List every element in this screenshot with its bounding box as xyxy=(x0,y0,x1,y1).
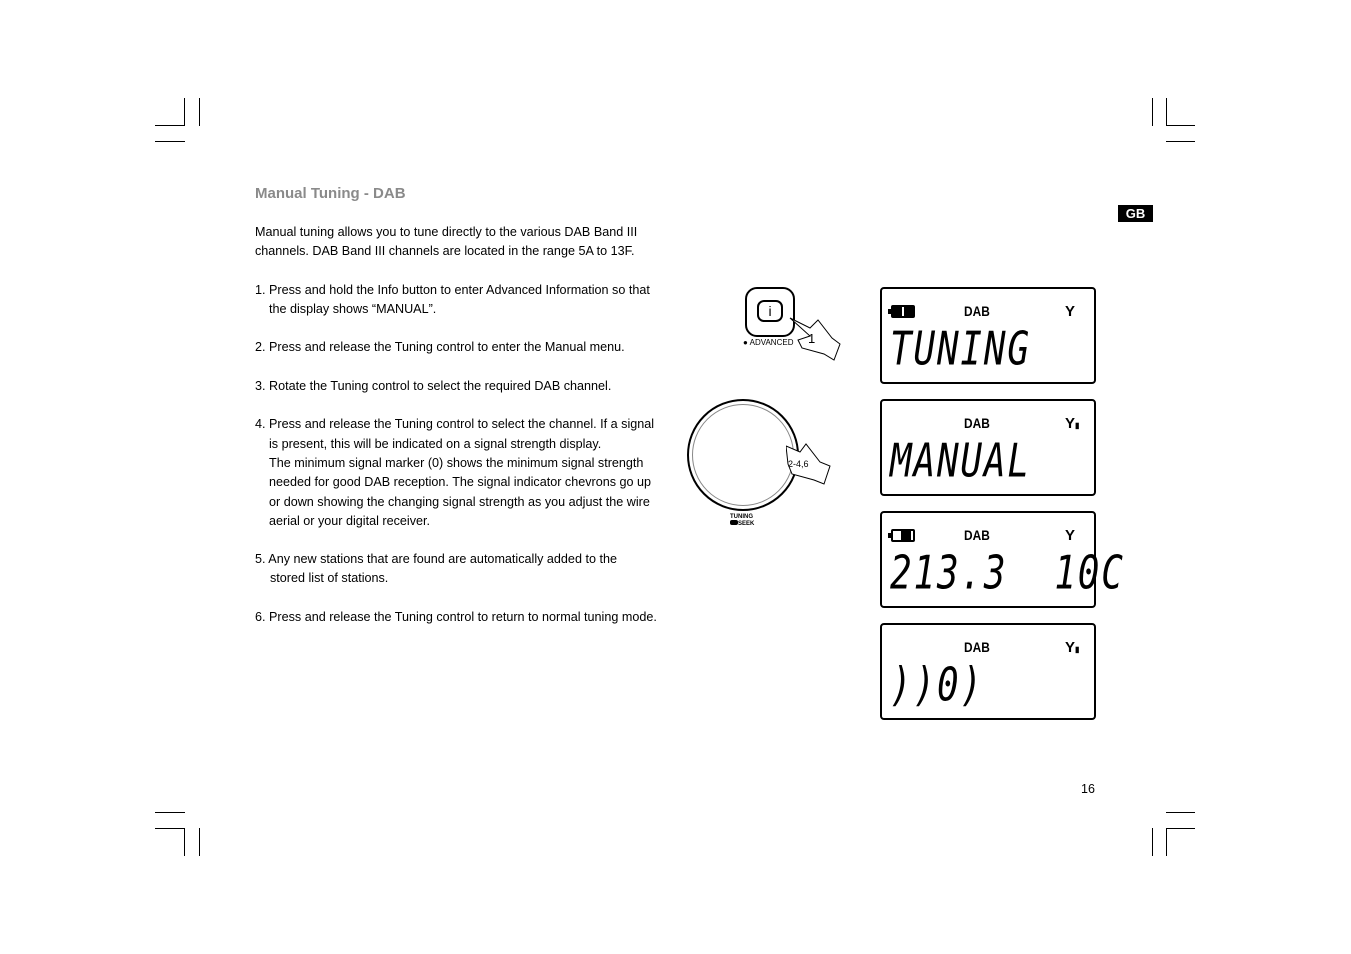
step-4-cont: aerial or your digital receiver. xyxy=(269,514,430,528)
tuning-knob xyxy=(687,399,799,511)
info-icon: i xyxy=(757,300,783,322)
step-5-cont: stored list of stations. xyxy=(270,571,389,585)
step-1-cont: the display shows “MANUAL”. xyxy=(269,302,437,316)
crop-mark xyxy=(199,828,200,856)
crop-mark xyxy=(1166,141,1195,142)
advanced-label: ● ADVANCED xyxy=(743,338,794,347)
crop-mark xyxy=(184,98,185,126)
step-6: 6. Press and release the Tuning control to return to normal tuning mode. xyxy=(255,610,657,624)
antenna-icon: Y xyxy=(1065,527,1076,544)
step-4-cont: The minimum signal marker (0) shows the minimum signal strength xyxy=(269,456,644,470)
crop-mark xyxy=(184,828,185,856)
seek-label: SEEK xyxy=(730,520,754,527)
crop-mark xyxy=(1166,828,1195,829)
crop-mark xyxy=(1166,812,1195,813)
step-4: 4. Press and release the Tuning control to select the channel. If a signal xyxy=(255,417,655,431)
page-number: 16 xyxy=(1081,782,1095,796)
lcd-display-manual xyxy=(880,399,1096,496)
antenna-signal-icon: Y▮ xyxy=(1065,639,1080,656)
step-1: 1. Press and hold the Info button to enter Advanced Information so that xyxy=(255,283,650,297)
crop-mark xyxy=(1152,98,1153,126)
antenna-signal-icon: Y▮ xyxy=(1065,415,1080,432)
step-3: 3. Rotate the Tuning control to select the required DAB channel. xyxy=(255,379,612,393)
step-4-cont: or down showing the changing signal strength as you adjust the wire xyxy=(269,495,650,509)
step-4-cont: needed for good DAB reception. The signal indicator chevrons go up xyxy=(269,475,652,489)
lcd-text: MANUAL xyxy=(890,435,1031,488)
intro-line: Manual tuning allows you to tune directly to the various DAB Band III xyxy=(255,225,638,239)
step-4-cont: is present, this will be indicated on a signal strength display. xyxy=(269,437,602,451)
step-callout: 2-4,6 xyxy=(788,459,809,469)
tuning-label: TUNING xyxy=(730,514,753,520)
step-callout: 1 xyxy=(808,331,816,346)
crop-mark xyxy=(199,98,200,126)
pointing-hand-icon xyxy=(788,312,844,362)
antenna-icon: Y xyxy=(1065,303,1076,320)
step-5: 5. Any new stations that are found are automatically added to the xyxy=(255,552,617,566)
crop-mark xyxy=(1166,125,1195,126)
lcd-display-signal xyxy=(880,623,1096,720)
band-label: DAB xyxy=(964,639,990,655)
signal-strength-text: ))0) xyxy=(890,659,984,712)
crop-mark xyxy=(155,125,185,126)
band-label: DAB xyxy=(964,527,990,543)
battery-half-icon xyxy=(891,529,915,542)
band-label: DAB xyxy=(964,303,990,319)
step-2: 2. Press and release the Tuning control to enter the Manual menu. xyxy=(255,340,625,354)
lcd-display-tuning xyxy=(880,287,1096,384)
language-tab: GB xyxy=(1118,205,1153,222)
crop-mark xyxy=(1166,98,1167,126)
intro-line: channels. DAB Band III channels are located in the range 5A to 13F. xyxy=(255,244,635,258)
lcd-display-channel xyxy=(880,511,1125,608)
crop-mark xyxy=(155,828,185,829)
crop-mark xyxy=(1166,828,1167,856)
crop-mark xyxy=(1152,828,1153,856)
crop-mark xyxy=(155,141,185,142)
lcd-text: TUNING xyxy=(890,323,1031,376)
section-heading: Manual Tuning - DAB xyxy=(255,185,406,202)
lcd-text: 213.3 10C xyxy=(890,547,1125,600)
crop-mark xyxy=(155,812,185,813)
band-label: DAB xyxy=(964,415,990,431)
battery-full-icon xyxy=(891,305,915,318)
